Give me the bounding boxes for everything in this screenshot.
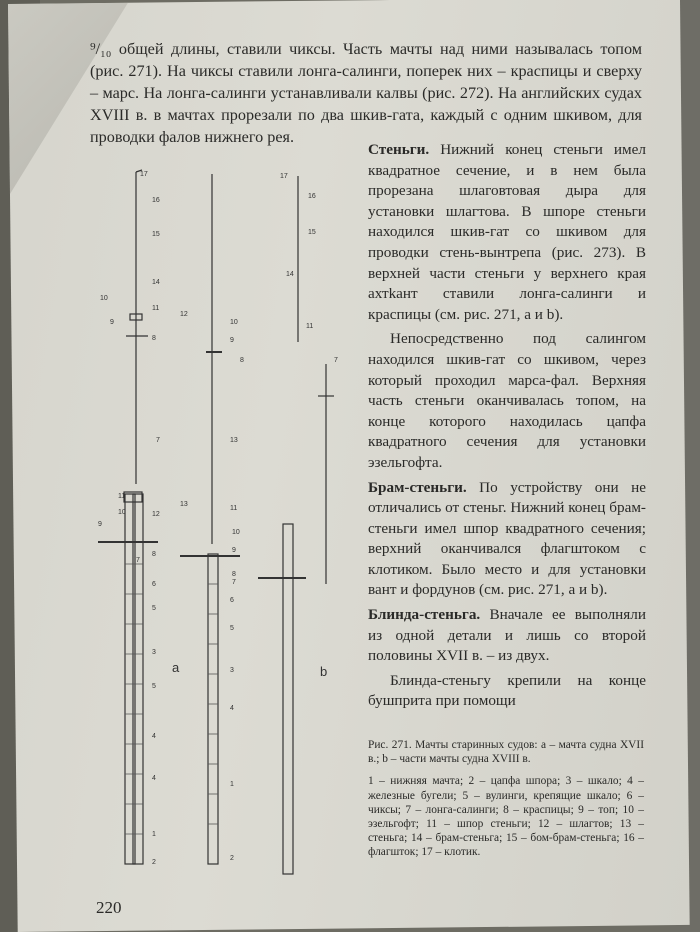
intro-paragraph: [90, 38, 642, 148]
mast-a-callout: 14: [152, 279, 160, 286]
mast-figure: [80, 164, 370, 884]
paragraph-bram-stengi: [368, 478, 646, 602]
mast-a-callout: 11: [118, 493, 126, 500]
mast-a-callout: 13: [180, 501, 188, 508]
mast-b-callout: 6: [230, 597, 234, 604]
mast-a-callout: 10: [118, 509, 126, 516]
mast-a-callout: 16: [152, 197, 160, 204]
figure-label-b: b: [320, 664, 328, 679]
mast-a-callout: 4: [152, 733, 156, 740]
mast-b-callout: 3: [230, 667, 234, 674]
mast-b-callout: 11: [230, 505, 238, 512]
mast-b-callout: 1: [230, 781, 234, 788]
mast-b-callout: 8: [232, 571, 236, 578]
text-blinda: Вначале ее выполняли из одной детали и лишь со второй половины XVII в. – из двух.: [368, 606, 646, 665]
mast-a-callout: 9: [98, 521, 102, 528]
mast-b-callout: 2: [230, 855, 234, 862]
mast-b-callout: 4: [230, 705, 234, 712]
paragraph-salling: [368, 329, 646, 473]
heading-stengi: Стеньги.: [368, 141, 430, 158]
mast-a-callout: 6: [152, 581, 156, 588]
page-number: 220: [96, 898, 122, 917]
heading-blinda: Блинда-стеньга.: [368, 606, 481, 624]
mast-b-callout: 14: [286, 271, 294, 278]
mast-a-callout: 7: [136, 557, 140, 564]
mast-a-callout: 17: [140, 171, 148, 178]
mast-a-callout: 8: [152, 335, 156, 342]
text-bram-stengi: По устройству они не отличались от стеньг. Нижний конец брам-стеньги имел шпор квадратного сечения; верхний оканчивался флагштоком с клотиком. Было место и для установки вант и фордунов (см. рис. 271, a и b).: [368, 478, 646, 599]
mast-a-callout: 12: [152, 511, 160, 518]
mast-b-callout: 13: [230, 437, 238, 444]
mast-a-callout: 15: [152, 231, 160, 238]
text-stengi: Нижний конец стеньги имел квадратное сечение, и в нем была прорезана шлаговтовая дыра для установки шлагтова. В шпоре стеньги находился шкив-гат со шкивом для проводки стень-вынтрепа (рис. 273). В верхней части стеньги у верхнего края ахтkант ставили лонга-салинги и краспицы (см. рис. 271, a и b).: [368, 141, 646, 323]
paragraph-blinda-2: [368, 671, 646, 712]
mast-b-callout: 17: [280, 173, 288, 180]
mast-b-callout: 9: [230, 337, 234, 344]
mast-b-callout: 10: [232, 529, 240, 536]
mast-a-callout: 3: [152, 649, 156, 656]
mast-b-callout: 16: [308, 193, 316, 200]
intro-text: ⁹/₁₀ общей длины, ставили чиксы. Часть мачты над ними называлась топом (рис. 271). На чиксы ставили лонга-салинги, поперек них – краспицы и сверху – марс. На лонга-салинги устанавливали калвы (рис. 272). На английских судах XVIII в. в мачтах прорезали по два шкив-гата, каждый с одним шкивом, для проводки фалов нижнего рея.: [90, 40, 642, 146]
right-column-text: [368, 140, 646, 712]
mast-a-callout: 11: [152, 305, 160, 312]
mast-a-callout: 12: [180, 311, 188, 318]
mast-b3: [283, 524, 293, 874]
mast-a-callout: 5: [152, 683, 156, 690]
mast-b-callout: 15: [308, 229, 316, 236]
mast-a2-lower: [208, 554, 218, 864]
text-salling: Непосредственно под салингом находился шкив-гат со шкивом, через который проходил марса-фал. Верхняя часть стеньги оканчивалась топом, на конце которого находилась цапфа квадратного сечения для установки эзельгофта.: [368, 330, 646, 471]
paragraph-stengi: [368, 140, 646, 325]
mast-b-callout: 10: [230, 319, 238, 326]
figure-caption: [368, 738, 644, 860]
mast-a-callout: 10: [100, 295, 108, 302]
mast-a-callout: 9: [110, 319, 114, 326]
mast-a-callout: 8: [152, 551, 156, 558]
mast-b-callout: 5: [230, 625, 234, 632]
mast-a-callout: 5: [152, 605, 156, 612]
text-blinda-2: Блинда-стеньгу крепили на конце бушприта при помощи: [368, 671, 646, 710]
figure-label-a: a: [172, 660, 180, 675]
mast-b-callout: 7: [334, 357, 338, 364]
mast-b-callout: 8: [240, 357, 244, 364]
caption-legend: 1 – нижняя мачта; 2 – цапфа шпора; 3 – шкало; 4 – железные бугели; 5 – вулинги, крепящие шкало; 6 – чиксы; 7 – лонга-салинги; 8 – краспицы; 9 – топ; 10 – эзельгофт; 11 – шпор стеньги; 12 – шлагтов; 13 – стеньга; 14 – брам-стеньга; 15 – бом-брам-стеньга; 16 – флагшток; 17 – клотик.: [368, 775, 644, 859]
mast-a-callout: 7: [156, 437, 160, 444]
mast-b-callout: 7: [232, 579, 236, 586]
mast-a-callout: 2: [152, 859, 156, 866]
mast-a-callout: 4: [152, 775, 156, 782]
heading-bram-stengi: Брам-стеньги.: [368, 478, 467, 496]
mast-b-callout: 11: [306, 323, 314, 330]
paragraph-blinda: [368, 605, 646, 667]
caption-title: Рис. 271. Мачты старинных судов: a – мачта судна XVII в.; b – части мачты судна XVIII в.: [368, 739, 644, 766]
mast-b-callout: 9: [232, 547, 236, 554]
mast-a-callout: 1: [152, 831, 156, 838]
